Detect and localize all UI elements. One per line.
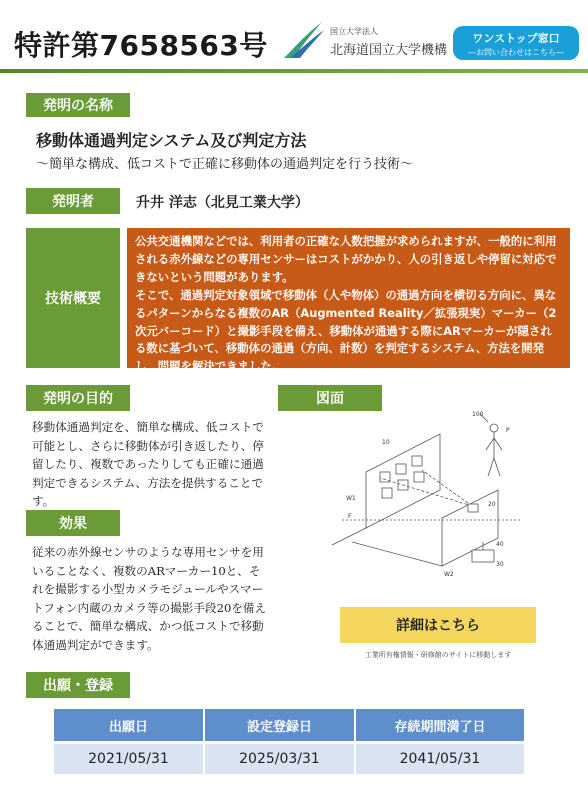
- header-expiry-date: 存続期間満了日: [356, 709, 524, 741]
- inventor-name: 升井 洋志（北見工業大学）: [136, 195, 309, 211]
- section-label-registration: 出願・登録: [26, 672, 130, 698]
- section-label-purpose: 発明の目的: [26, 385, 130, 411]
- patent-number: 特許第7658563号: [14, 29, 268, 62]
- section-label-summary: 技術概要: [26, 228, 120, 368]
- header-registration-date: 設定登録日: [205, 709, 354, 741]
- section-label-invention-name: 発明の名称: [26, 93, 130, 117]
- registration-date-value: 2025/03/31: [205, 744, 354, 774]
- figure-label-w2: W2: [444, 571, 454, 578]
- organization-type: 国立大学法人: [330, 27, 378, 36]
- summary-paragraph-1: 公共交通機関などでは、利用者の正確な人数把握が求められますが、一般的に利用される赤外線などの専用センサーはコストがかかり、人の引き返しや停留に対応できないという問題があります。: [135, 234, 557, 284]
- filing-date-value: 2021/05/31: [54, 744, 203, 774]
- figure-label-f: F: [348, 513, 352, 520]
- figure-label-30: 30: [496, 561, 504, 568]
- header-filing-date: 出願日: [54, 709, 203, 741]
- swoosh-logo-icon: [280, 20, 326, 62]
- section-label-figure: 図面: [278, 385, 382, 411]
- purpose-text: 移動体通過判定を、簡単な構成、低コストで可能とし、さらに移動体が引き返したり、停留したり、複数であったりしても正確に通過判定できるシステム、方法を提供することです。: [32, 420, 264, 509]
- organization-logo: [280, 20, 450, 62]
- organization-name: 北海道国立大学機構: [330, 43, 448, 58]
- header-divider: [0, 69, 588, 73]
- figure-label-40: 40: [496, 541, 504, 548]
- patent-drawing: [322, 410, 548, 590]
- section-label-effect: 効果: [26, 510, 120, 536]
- figure-label-w1: W1: [346, 495, 356, 502]
- expiry-date-value: 2041/05/31: [356, 744, 524, 774]
- figure-label-10: 10: [382, 439, 390, 446]
- summary-box: [127, 228, 570, 374]
- figure-label-20: 20: [488, 501, 496, 508]
- onestop-subtitle: ―お問い合わせはこちら―: [468, 48, 564, 57]
- system-diagram-figure: [322, 410, 548, 590]
- onestop-title: ワンストップ窓口: [472, 32, 560, 45]
- summary-paragraph-2: そこで、通過判定対象領域で移動体（人や物体）の通過方向を横切る方向に、異なるパターンからなる複数のAR（Augmented Reality／拡張現実）マーカー（2次元バーコード）と撮影手段を備え、移動体が通過する際にARマーカーが隠される数に基づいて、移動体の通過（方向、計数）を判定するシステム、方法を開発し、問題を解決できました。: [135, 287, 557, 374]
- table-header-row: [54, 709, 524, 741]
- table-row: [54, 744, 524, 774]
- invention-title: 移動体通過判定システム及び判定方法: [36, 131, 307, 150]
- figure-label-p: P: [506, 427, 510, 434]
- effect-text: 従来の赤外線センサのような専用センサを用いることなく、複数のARマーカー10と、それを撮影する小型カメラモジュールやスマートフォン内蔵のカメラ等の撮影手段20を備えることで、簡単な構成、かつ低コストで移動体通過判定ができます。: [32, 545, 267, 652]
- figure-label-100: 100: [472, 411, 484, 418]
- details-button[interactable]: 詳細はこちら: [340, 607, 536, 643]
- details-note: 工業所有権情報・研修館のサイトに移動します: [364, 651, 512, 659]
- registration-table: [52, 706, 526, 777]
- section-label-inventor: 発明者: [26, 188, 120, 214]
- onestop-contact-button[interactable]: [453, 26, 579, 60]
- invention-subtitle: ～簡単な構成、低コストで正確に移動体の通過判定を行う技術～: [36, 157, 414, 172]
